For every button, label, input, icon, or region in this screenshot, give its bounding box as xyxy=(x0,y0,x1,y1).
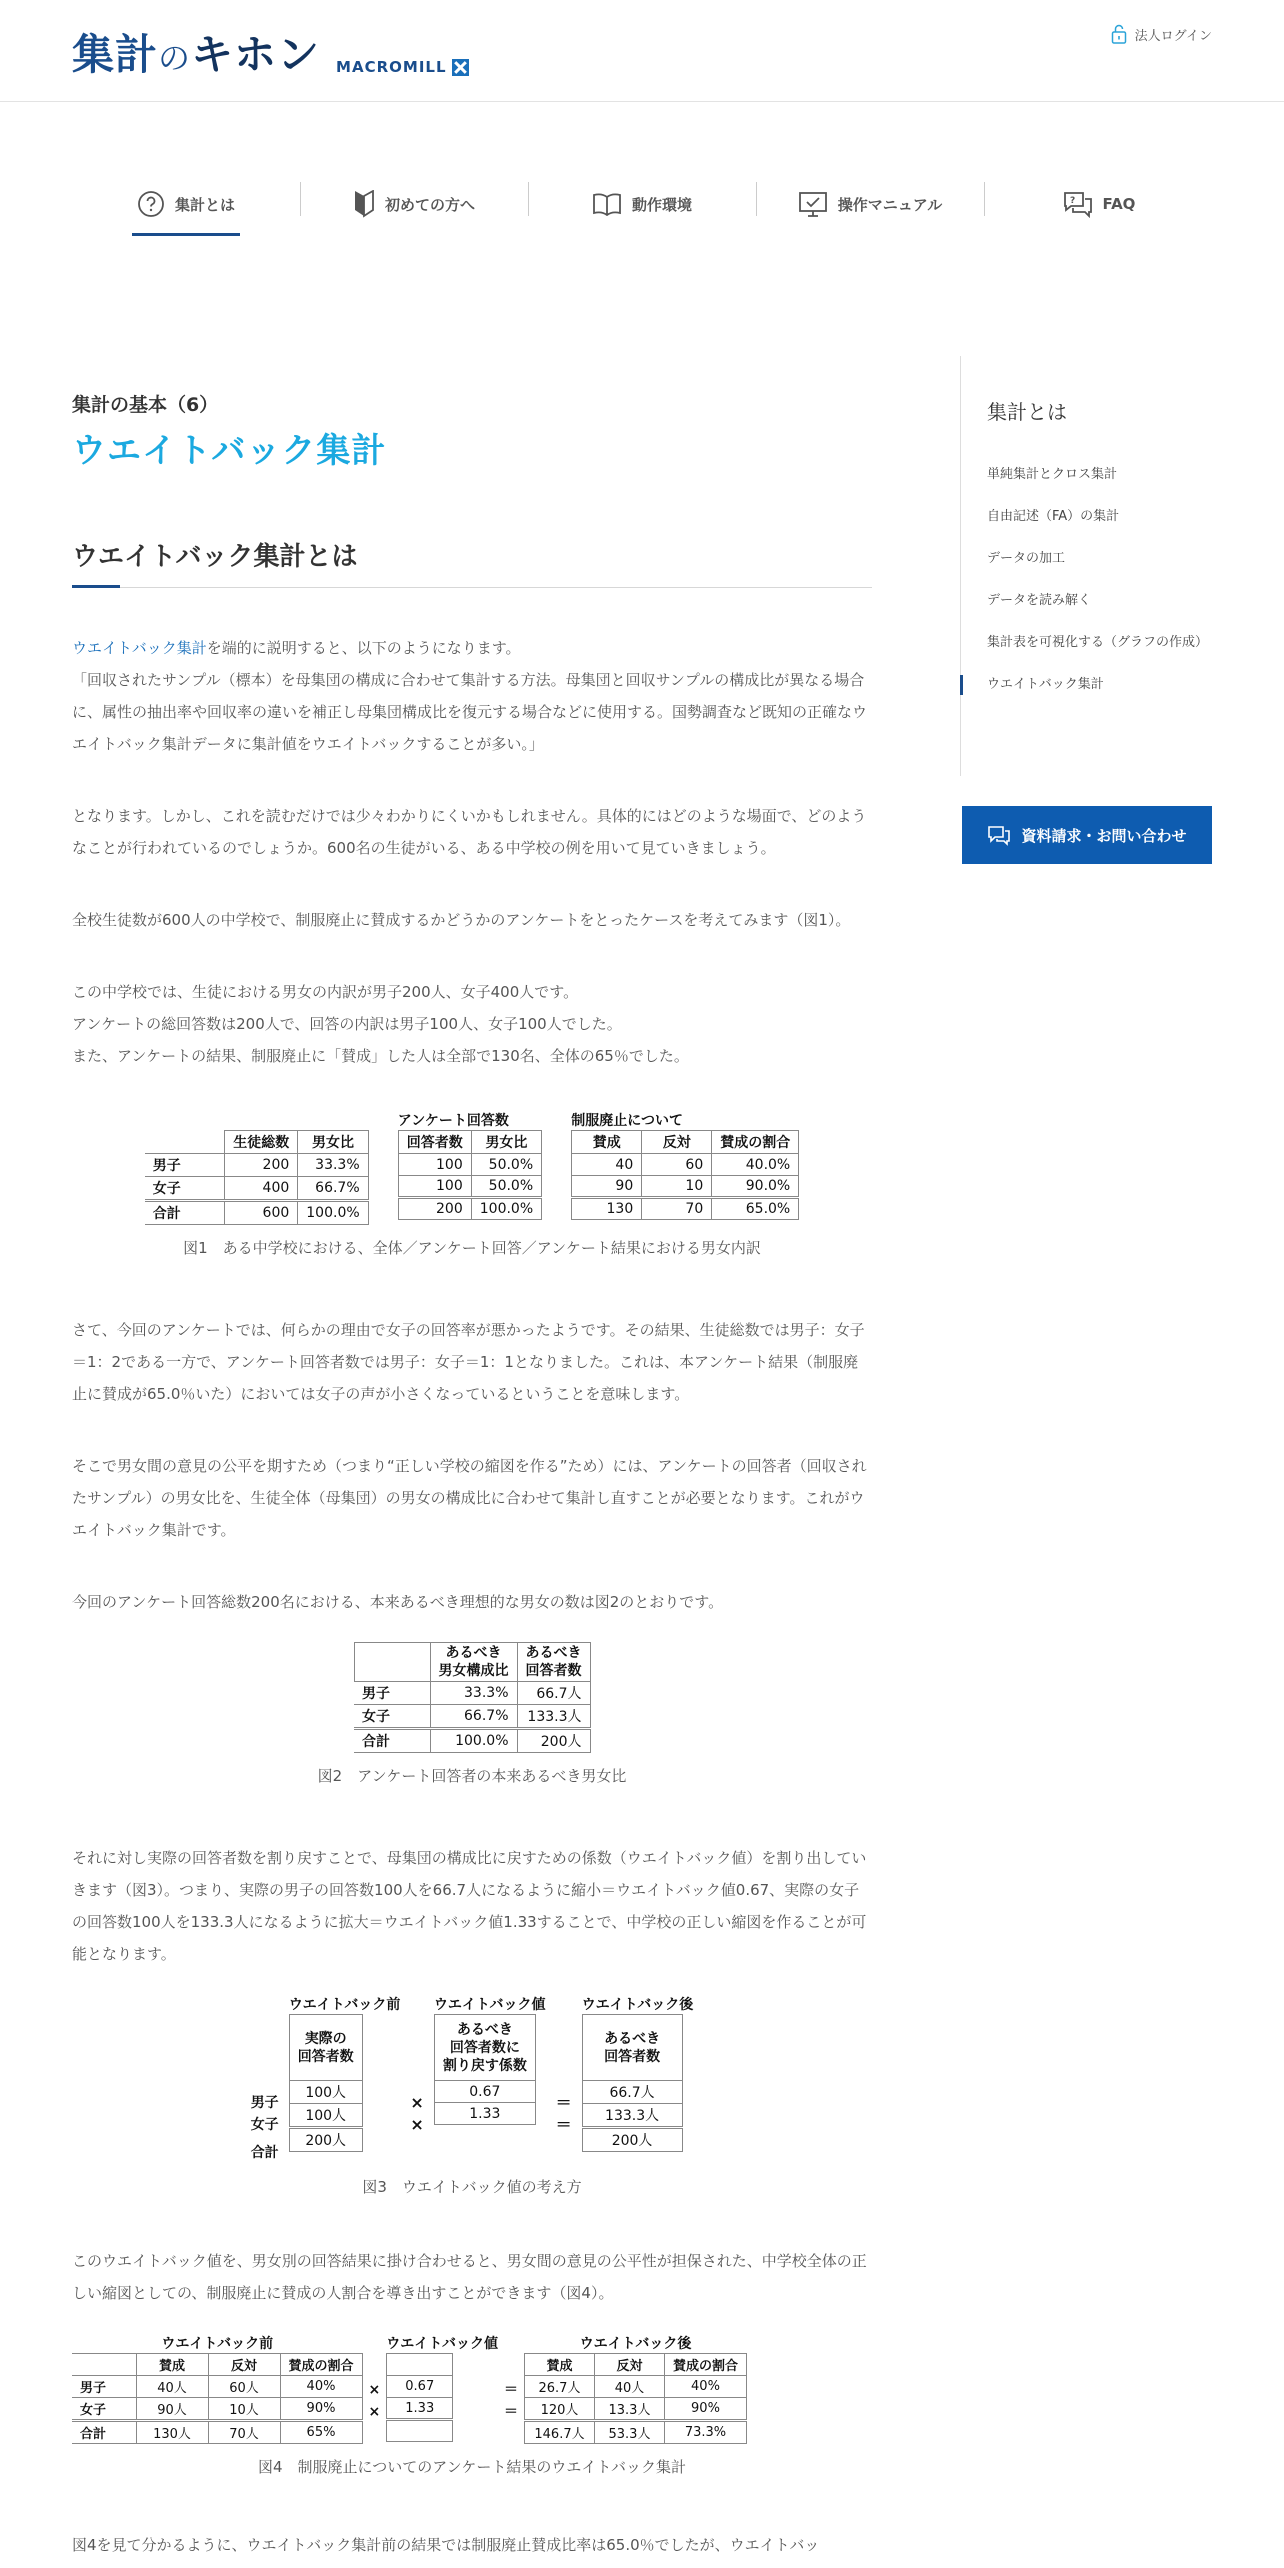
main-nav xyxy=(72,170,1212,238)
sidebar-item-data-processing[interactable]: データの加工 xyxy=(987,551,1066,566)
sidebar-item-visualize[interactable]: 集計表を可視化する（グラフの作成） xyxy=(987,635,1209,650)
book-icon xyxy=(592,192,622,216)
site-logo[interactable] xyxy=(72,30,469,80)
sidebar-list xyxy=(961,465,1212,695)
weightback-link[interactable]: ウエイトバック集計 xyxy=(72,639,207,657)
page-title: ウエイトバック集計 xyxy=(72,431,387,471)
question-circle-icon xyxy=(137,190,165,218)
paragraph: そこで男女間の意見の公平を期すため（つまり“正しい学校の縮図を作る”ため）には、アンケートの回答者（回収されたサンプル）の男女比を、生徒全体（母集団）の男女の構成比に合わせて集計し直すことが必要となります。これがウエイトバック集計です。 xyxy=(72,1457,867,1539)
paragraph: さて、今回のアンケートでは、何らかの理由で女子の回答率が悪かったようです。その結果、生徒総数では男子：女子＝1：2である一方で、アンケート回答者数では男子：女子＝1：1となりました。これは、本アンケート結果（制服廃止に賛成が65.0％いた）においては女子の声が小さくなっているということを意味します。 xyxy=(72,1321,865,1403)
sidebar-item-weightback[interactable]: ウエイトバック集計 xyxy=(961,675,1212,695)
sidebar-item-free-answer[interactable]: 自由記述（FA）の集計 xyxy=(987,509,1120,524)
figure-caption: 図1 ある中学校における、全体／アンケート回答／アンケート結果における男女内訳 xyxy=(183,1239,761,1257)
article xyxy=(72,390,872,2561)
paragraph: このウエイトバック値を、男女別の回答結果に掛け合わせると、男女間の意見の公平性が担保された、中学校全体の正しい縮図としての、制服廃止に賛成の人割合を導き出すことができます（図4）。 xyxy=(72,2252,867,2302)
sidebar-item-reading-data[interactable]: データを読み解く xyxy=(987,593,1092,608)
paragraph: この中学校では、生徒における男女の内訳が男子200人、女子400人です。 アンケートの総回答数は200人で、回答の内訳は男子100人、女子100人でした。 また、アンケートの結果、制服廃止に「賛成」した人は全部で130名、全体の65％でした。 xyxy=(72,983,689,1065)
svg-text:?: ? xyxy=(1069,196,1075,206)
paragraph: 今回のアンケート回答総数200名における、本来あるべき理想的な男女の数は図2のとおりです。 xyxy=(72,1593,724,1611)
site-header xyxy=(0,0,1284,102)
nav-item-beginners[interactable]: 初めての方へ xyxy=(300,170,528,238)
figure-2: あるべき 男女構成比 あるべき 回答者数 男子 33.3% 66.7人 女子 66.7% 133.3人 合計 100.0% 200人 図2 アンケート回答者の本来あるべき男女比 xyxy=(72,1642,872,1786)
contact-button[interactable]: 資料請求・お問い合わせ xyxy=(962,806,1212,864)
nav-item-faq[interactable]: ? FAQ xyxy=(984,170,1212,238)
figure-4: ウエイトバック前 賛成 反対 賛成の割合 男子 40人 60人 40% 女子 90人 10人 90% 合計 130人 70人 65% × × ウエイトバック値 0.67 1.33 ＝ ＝ ウエイトバック後 賛成 反対 賛成の割合 26.7人 40人 40% 120人 13.3人 90% 146.7人 53.3人 73.3% 図4 制服廃止についてのアンケート結果のウエイトバック集計 xyxy=(72,2333,872,2477)
paragraph: 図4を見て分かるように、ウエイトバック集計前の結果では制服廃止賛成比率は65.0％でしたが、ウエイトバッ xyxy=(72,2536,820,2554)
paragraph: となります。しかし、これを読むだけでは少々わかりにくいかもしれません。具体的にはどのような場面で、どのようなことが行われているのでしょうか。600名の生徒がいる、ある中学校の例を用いて見ていきましょう。 xyxy=(72,807,867,857)
lock-icon xyxy=(1111,24,1127,44)
figure-caption: 図4 制服廃止についてのアンケート結果のウエイトバック集計 xyxy=(257,2458,687,2476)
faq-bubble-icon xyxy=(1061,190,1093,218)
figure-3: 男子 女子 合計 ウエイトバック前 実際の 回答者数 100人 100人 200人 × × ウエイトバック値 あるべき 回答者数に 割り戻す係数 0.67 1.33 ＝ ＝ ウエイトバック後 あるべき 回答者数 66.7人 133.3人 200人 図3 ウエイトバック値の考え方 xyxy=(72,1994,872,2197)
paragraph-intro: ウエイトバック集計を端的に説明すると、以下のようになります。 「回収されたサンプル（標本）を母集団の構成に合わせて集計する方法。母集団と回収サンプルの構成比が異なる場合に、属性の抽出率や回収率の違いを補正し母集団構成比を復元する場合などに使用する。国勢調査など既知の正確なウエイトバック集計データに集計値をウエイトバックすることが多い。」 xyxy=(72,639,868,753)
paragraph: 全校生徒数が600人の中学校で、制服廃止に賛成するかどうかのアンケートをとったケースを考えてみます（図1）。 xyxy=(72,911,851,929)
chat-icon xyxy=(987,824,1011,846)
nav-item-environment[interactable]: 動作環境 xyxy=(528,170,756,238)
fig1-population-table: 生徒総数 男女比 男子 200 33.3% 女子 400 66.7% 合計 600 100.0% xyxy=(145,1110,369,1225)
article-kicker: 集計の基本（6） xyxy=(72,394,219,416)
corporate-login-link[interactable]: 法人ログイン xyxy=(1111,24,1212,44)
macromill-logo: MACROMILL xyxy=(336,58,468,76)
figure-caption: 図2 アンケート回答者の本来あるべき男女比 xyxy=(317,1767,627,1785)
fig1-results-table: 制服廃止について 賛成 反対 賛成の割合 40 60 40.0% 90 10 90.0% 130 70 65.0% xyxy=(571,1110,799,1220)
section-heading: ウエイトバック集計とは xyxy=(72,536,872,588)
monitor-check-icon xyxy=(798,190,828,218)
macromill-mark-icon xyxy=(452,59,469,76)
sidebar xyxy=(960,356,1212,776)
nav-item-manual[interactable]: 操作マニュアル xyxy=(756,170,984,238)
fig1-responses-table: アンケート回答数 回答者数 男女比 100 50.0% 100 50.0% 200 100.0% xyxy=(398,1110,542,1220)
sidebar-title: 集計とは xyxy=(987,400,1067,424)
figure-1 xyxy=(72,1110,872,1258)
sidebar-item-simple-cross[interactable]: 単純集計とクロス集計 xyxy=(987,467,1118,482)
nav-item-about[interactable]: 集計とは xyxy=(72,170,300,238)
figure-caption: 図3 ウエイトバック値の考え方 xyxy=(362,2178,582,2196)
paragraph: それに対し実際の回答者数を割り戻すことで、母集団の構成比に戻すための係数（ウエイトバック値）を割り出していきます（図3）。つまり、実際の男子の回答数100人を66.7人になるように縮小＝ウエイトバック値0.67、実際の女子の回答数100人を133.3人になるように拡大＝ウエイトバック値1.33することで、中学校の正しい縮図を作ることが可能となります。 xyxy=(72,1849,867,1963)
logo-text: 集計のキホン xyxy=(72,30,321,79)
beginner-mark-icon xyxy=(353,190,375,218)
